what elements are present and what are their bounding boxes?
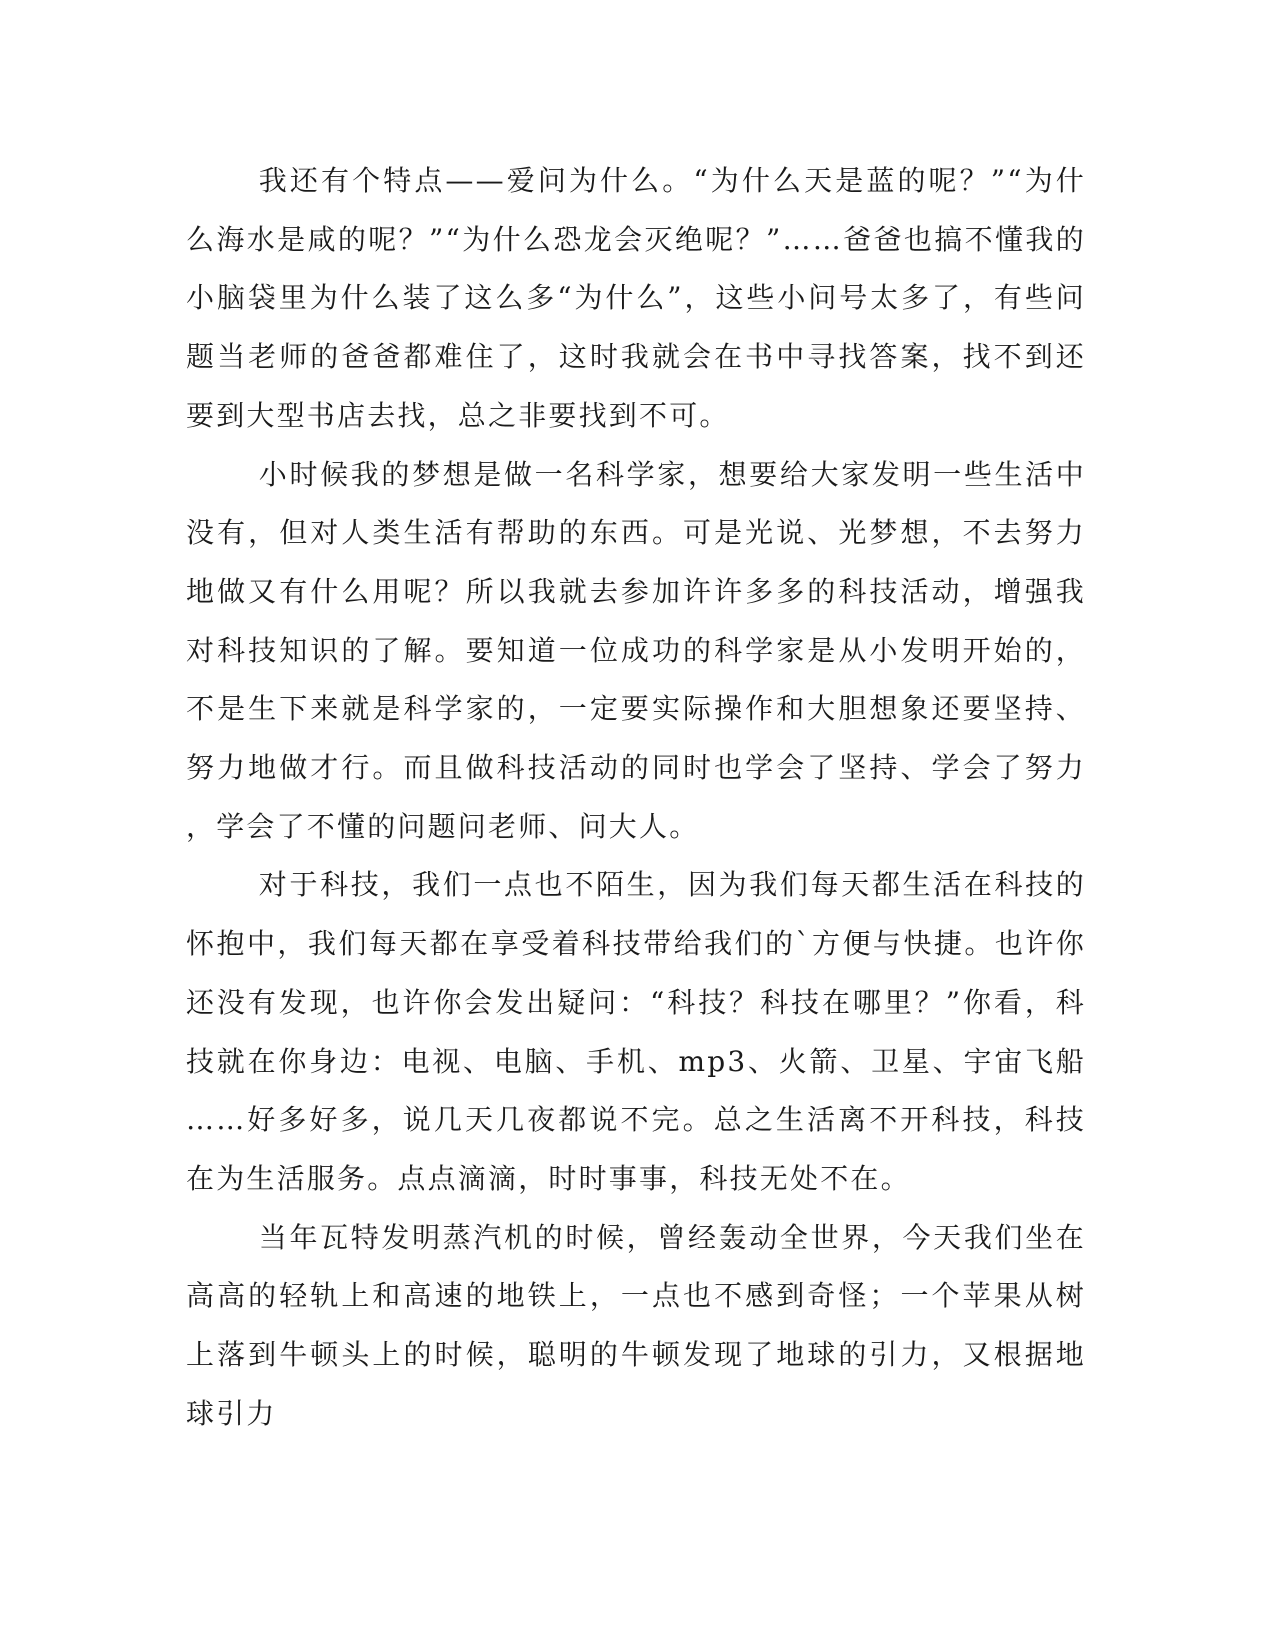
paragraph-inventions: 当年瓦特发明蒸汽机的时候，曾经轰动全世界，今天我们坐在高高的轻轨上和高速的地铁上，一点也不感到奇怪；一个苹果从树上落到牛顿头上的时候，聪明的牛顿发现了地球的引力，又根据地球引力 — [186, 1220, 1086, 1430]
paragraph-technology-around-us: 对于科技，我们一点也不陌生，因为我们每天都生活在科技的怀抱中，我们每天都在享受着科技带给我们的`方便与快捷。也许你还没有发现，也许你会发出疑问：“科技？科技在哪里？”你看，科技就在你身边：电视、电脑、手机、mp3、火箭、卫星、宇宙飞船……好多好多，说几天几夜都说不完。总之生活离不开科技，科技在为生活服务。点点滴滴，时时事事，科技无处不在。 — [186, 868, 1086, 1195]
paragraph-scientist-dream: 小时候我的梦想是做一名科学家，想要给大家发明一些生活中没有，但对人类生活有帮助的东西。可是光说、光梦想，不去努力地做又有什么用呢？所以我就去参加许许多多的科技活动，增强我对科技知识的了解。要知道一位成功的科学家是从小发明开始的，不是生下来就是科学家的，一定要实际操作和大胆想象还要坚持、努力地做才行。而且做科技活动的同时也学会了坚持、学会了努力，学会了不懂的问题问老师、问大人。 — [186, 457, 1086, 843]
document-body — [186, 152, 1086, 1443]
paragraph-curiosity: 我还有个特点——爱问为什么。“为什么天是蓝的呢？”“为什么海水是咸的呢？”“为什么恐龙会灭绝呢？”……爸爸也搞不懂我的小脑袋里为什么装了这么多“为什么”，这些小问号太多了，有些问题当老师的爸爸都难住了，这时我就会在书中寻找答案，找不到还要到大型书店去找，总之非要找到不可。 — [186, 164, 1086, 432]
